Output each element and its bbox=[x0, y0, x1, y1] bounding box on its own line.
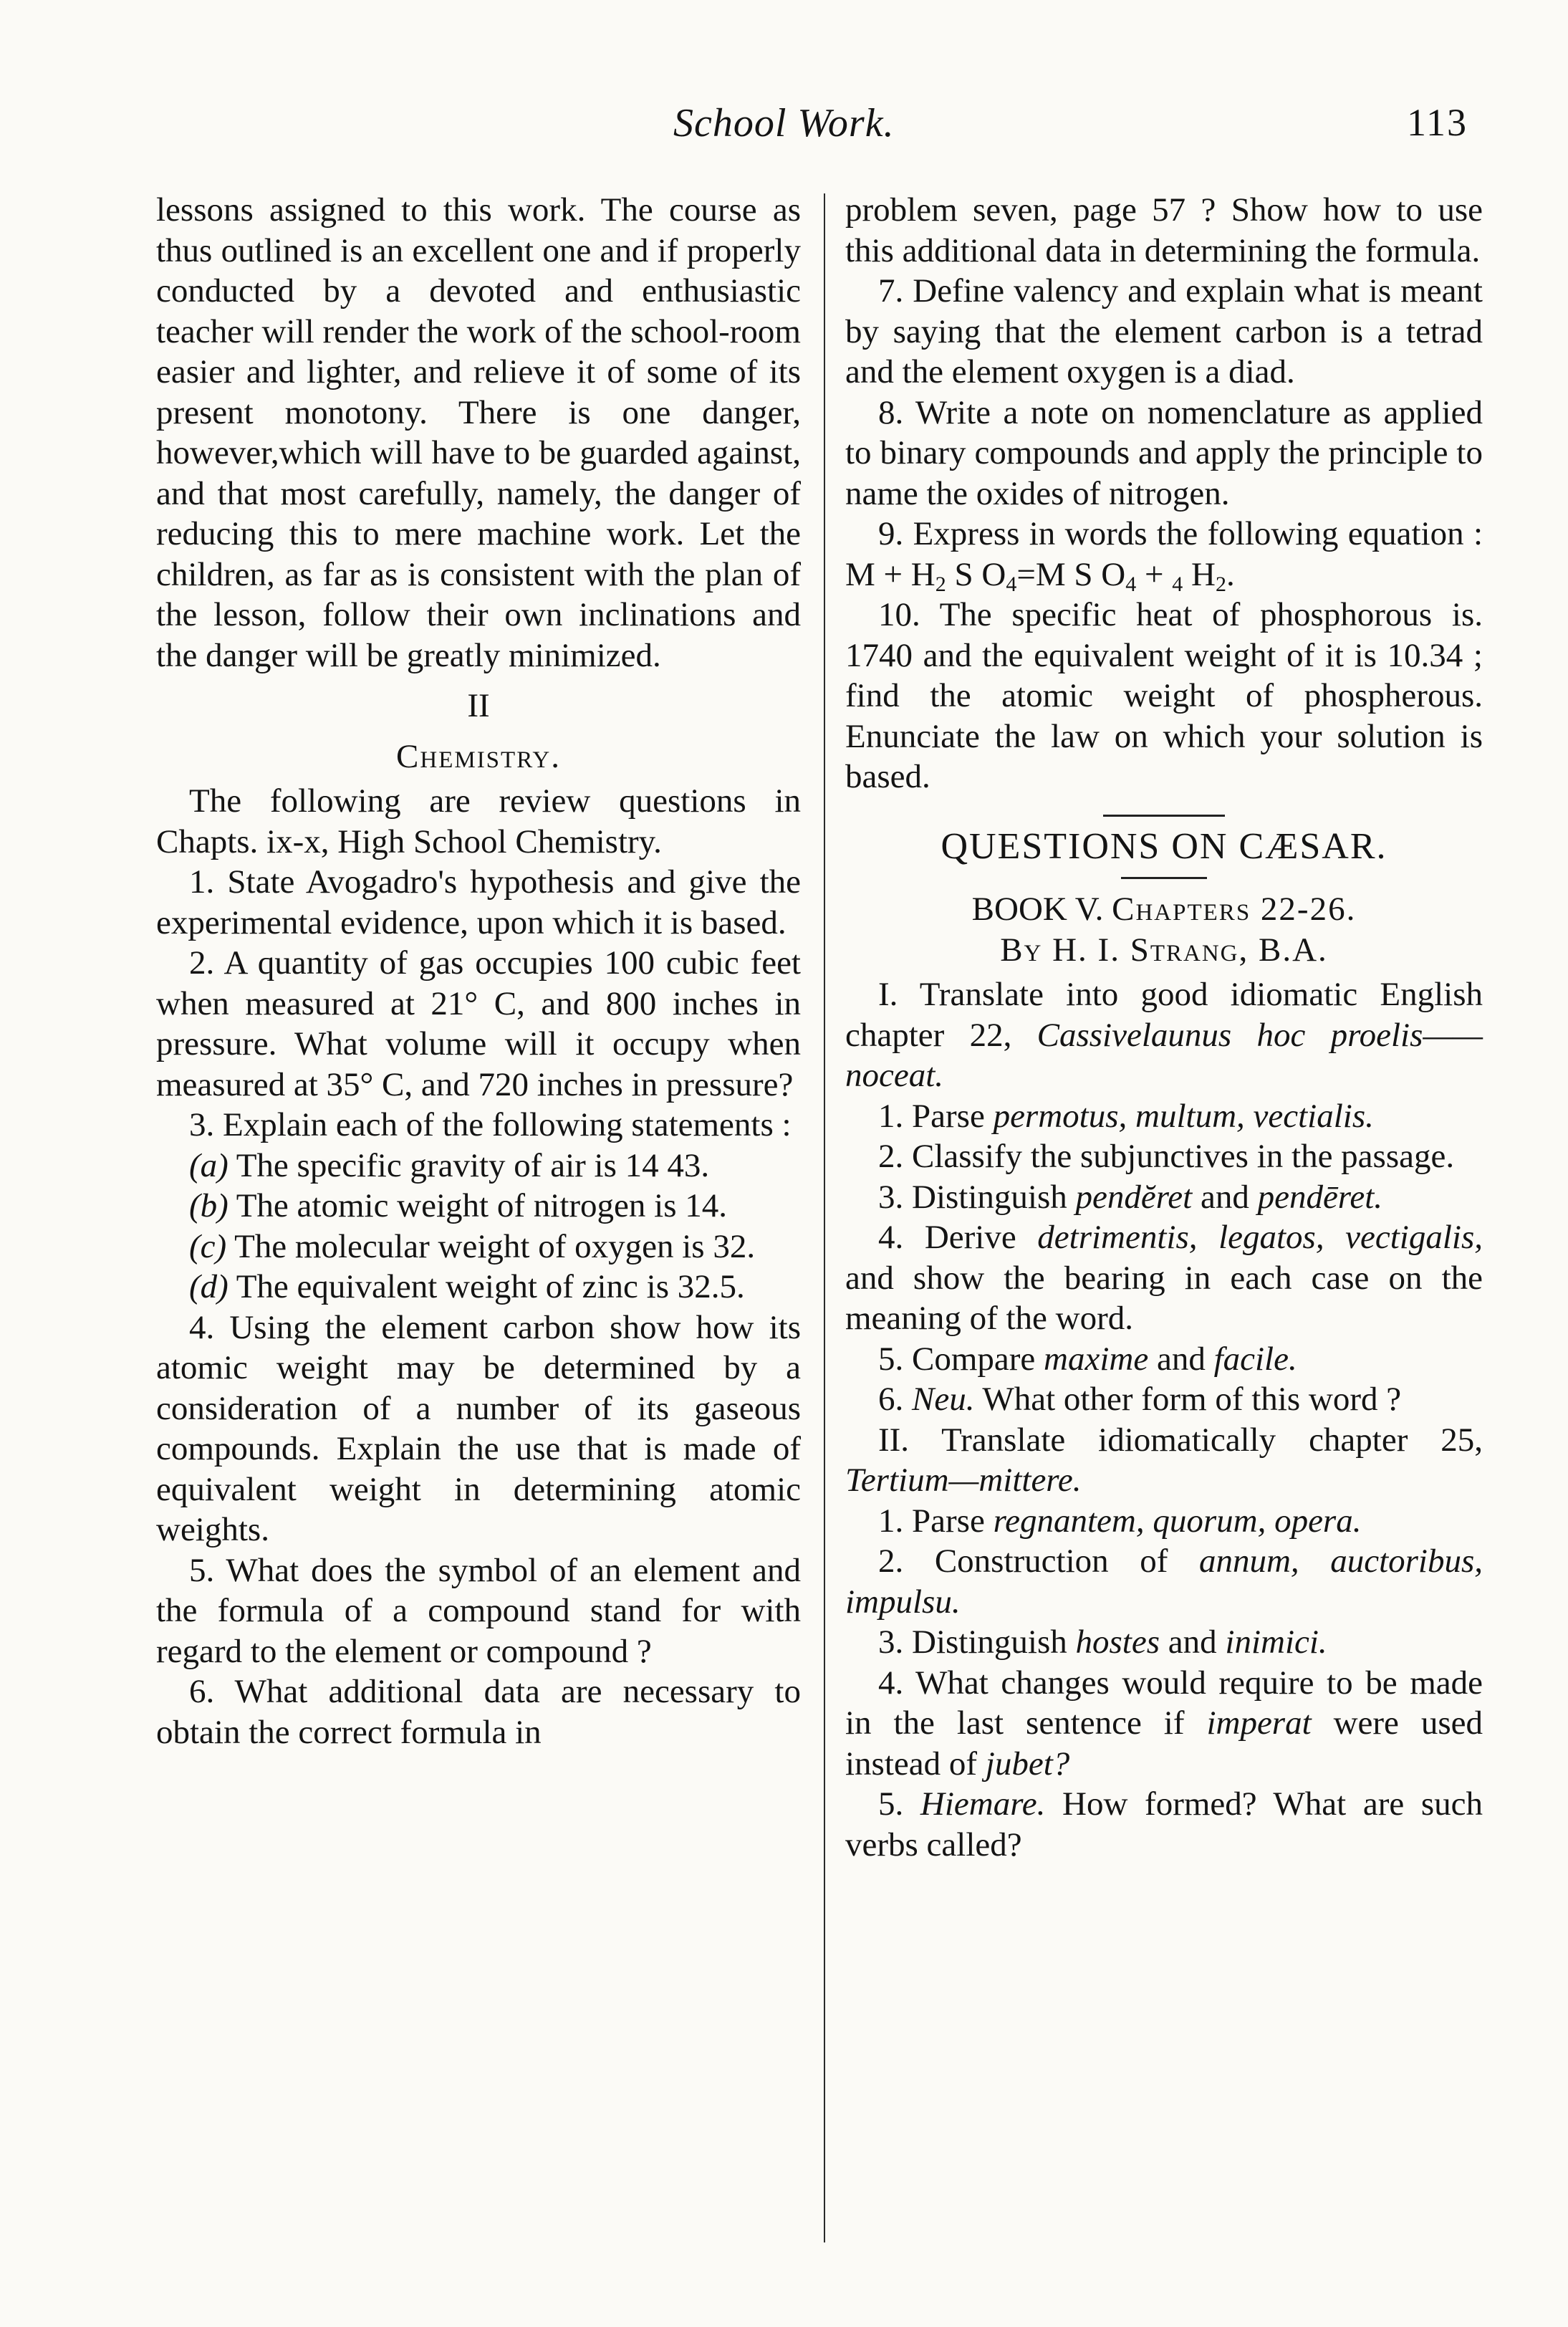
caesar-q4 bbox=[845, 1217, 1483, 1339]
q-italic: detrimentis, legatos, vectigalis, bbox=[1037, 1219, 1483, 1256]
q-text: 4. Derive bbox=[878, 1219, 1016, 1256]
question-6: 6. What additional data are necessary to obtain the correct formula in bbox=[156, 1673, 801, 1751]
q-italic: jubet? bbox=[985, 1745, 1070, 1783]
question-3d bbox=[156, 1267, 801, 1308]
q-text: and show the bearing in each case on the meaning of the word. bbox=[845, 1259, 1483, 1337]
q-text: 3. Distinguish bbox=[878, 1623, 1067, 1661]
eq-subscript: 4 bbox=[1006, 572, 1017, 596]
caesar-q3 bbox=[845, 1177, 1483, 1218]
book-number: BOOK V. bbox=[971, 891, 1104, 928]
question-8: 8. Write a note on nomenclature as applied to binary compounds and apply the principle to name the oxides of nitrogen. bbox=[845, 393, 1483, 512]
caesar-ii-q4 bbox=[845, 1663, 1483, 1785]
caesar-q6 bbox=[845, 1379, 1483, 1420]
eq-subscript: 2 bbox=[935, 572, 946, 596]
caesar-q5 bbox=[845, 1339, 1483, 1380]
running-head bbox=[0, 100, 1568, 158]
q-text: and bbox=[1200, 1178, 1249, 1216]
eq-subscript: 4 bbox=[1172, 572, 1183, 596]
caesar-title: QUESTIONS ON CÆSAR. bbox=[941, 825, 1387, 867]
eq-part: M + H bbox=[845, 555, 935, 593]
eq-subscript: 2 bbox=[1215, 572, 1226, 596]
q-italic: annum, auctoribus, impulsu. bbox=[845, 1542, 1483, 1621]
question-3: 3. Explain each of the following statements : bbox=[189, 1106, 792, 1143]
right-column bbox=[845, 190, 1483, 1865]
question-3a bbox=[156, 1146, 801, 1186]
statement-a: The specific gravity of air is 14 43. bbox=[236, 1146, 710, 1184]
q-text: 4. What changes would require to be made in the last sentence if bbox=[845, 1664, 1483, 1742]
q-text: 5. Compare bbox=[878, 1340, 1036, 1378]
section-ii-passage: Tertium—mittere. bbox=[845, 1462, 1082, 1499]
q-italic: maxime bbox=[1044, 1340, 1149, 1378]
q-text: 1. Parse bbox=[878, 1097, 985, 1135]
section-i-passage: Cassivelaunus hoc proelis——noceat. bbox=[845, 1016, 1483, 1094]
question-7: 7. Define valency and explain what is meant by saying that the element carbon is a tetrad and the element oxygen is a diad. bbox=[845, 272, 1483, 390]
section-i-text: I. Translate into good idiomatic English chapter 22, bbox=[845, 976, 1483, 1054]
running-title: School Work. bbox=[673, 101, 895, 145]
caesar-ii-q3 bbox=[845, 1622, 1483, 1663]
section-rule bbox=[1103, 815, 1225, 817]
page-number: 113 bbox=[1407, 101, 1468, 144]
question-10: 10. The specific heat of phosphorous is. 1740 and the equivalent weight of it is 10.34 ; find the atomic weight of phospherous. Enunciate the law on which your solution is based. bbox=[845, 596, 1483, 795]
q-italic: imperat bbox=[1206, 1704, 1312, 1742]
section-numeral: II bbox=[467, 687, 490, 724]
q-italic: facile. bbox=[1213, 1340, 1297, 1378]
q-italic: inimici. bbox=[1225, 1623, 1327, 1661]
q-italic: permotus, multum, vectialis. bbox=[993, 1097, 1374, 1135]
eq-subscript: 4 bbox=[1125, 572, 1137, 596]
question-1: 1. State Avogadro's hypothesis and give the experimental evidence, upon which it is based. bbox=[156, 863, 801, 941]
q-text: 1. Parse bbox=[878, 1502, 985, 1540]
chapters-range: Chapters 22-26. bbox=[1112, 891, 1357, 928]
q-italic: pendēret. bbox=[1257, 1178, 1383, 1216]
column-divider bbox=[824, 193, 825, 2242]
q9-text: 9. Express in words the following equation : bbox=[878, 515, 1483, 552]
q-italic: hostes bbox=[1075, 1623, 1160, 1661]
statement-d: The equivalent weight of zinc is 32.5. bbox=[236, 1268, 745, 1305]
q-text: and bbox=[1168, 1623, 1217, 1661]
chemistry-intro: The following are review questions in Chapts. ix-x, High School Chemistry. bbox=[156, 782, 801, 860]
q-italic: pendĕret bbox=[1075, 1178, 1193, 1216]
author-line: By H. I. Strang, B.A. bbox=[1000, 931, 1328, 969]
q9-equation bbox=[845, 555, 1235, 596]
caesar-q2: 2. Classify the subjunctives in the passage. bbox=[878, 1138, 1455, 1175]
q-text: What other form of this word ? bbox=[982, 1381, 1402, 1418]
question-2: 2. A quantity of gas occupies 100 cubic feet when measured at 21° C, and 800 inches in pressure. What volume will it occupy when measured at 35° C, and 720 inches in pressure? bbox=[156, 944, 801, 1103]
section-title: Chemistry. bbox=[396, 737, 561, 775]
q-italic: regnantem, quorum, opera. bbox=[993, 1502, 1362, 1540]
book-line bbox=[845, 889, 1483, 930]
q-italic: Neu. bbox=[912, 1381, 975, 1418]
q-text: 6. bbox=[878, 1381, 904, 1418]
question-6-continued: problem seven, page 57 ? Show how to use this additional data in determining the formula. bbox=[845, 191, 1483, 269]
q-text: How formed? What are such verbs called? bbox=[845, 1785, 1483, 1863]
label-a: (a) bbox=[189, 1146, 229, 1184]
statement-b: The atomic weight of nitrogen is 14. bbox=[236, 1187, 727, 1224]
caesar-ii-q1 bbox=[845, 1501, 1483, 1542]
question-9 bbox=[845, 514, 1483, 595]
title-rule bbox=[1121, 877, 1207, 879]
q-text: 5. bbox=[878, 1785, 904, 1823]
q-italic: Hiemare. bbox=[920, 1785, 1046, 1823]
caesar-ii-q5 bbox=[845, 1784, 1483, 1865]
question-3c bbox=[156, 1227, 801, 1267]
q-text: and bbox=[1156, 1340, 1206, 1378]
label-b: (b) bbox=[189, 1187, 229, 1224]
eq-part: + bbox=[1136, 555, 1173, 593]
eq-part: . bbox=[1226, 555, 1235, 593]
section-i bbox=[845, 974, 1483, 1096]
eq-part: =M S O bbox=[1016, 555, 1126, 593]
left-column bbox=[156, 190, 801, 1752]
caesar-ii-q2 bbox=[845, 1541, 1483, 1622]
label-d: (d) bbox=[189, 1268, 229, 1305]
eq-part: S O bbox=[946, 555, 1006, 593]
q-text: were used instead of bbox=[845, 1704, 1483, 1783]
statement-c: The molecular weight of oxygen is 32. bbox=[234, 1227, 756, 1265]
eq-part: H bbox=[1183, 555, 1216, 593]
q-text: 3. Distinguish bbox=[878, 1178, 1067, 1216]
section-ii-text: II. Translate idiomatically chapter 25, bbox=[878, 1421, 1483, 1459]
caesar-q1 bbox=[845, 1096, 1483, 1137]
section-ii bbox=[845, 1420, 1483, 1501]
label-c: (c) bbox=[189, 1227, 227, 1265]
question-3b bbox=[156, 1186, 801, 1227]
intro-paragraph: lessons assigned to this work. The course as thus outlined is an excellent one and if properly conducted by a devoted and enthusiastic teacher will render the work of the school-room easier and lighter, and relieve it of some of its present monotony. There is one danger, however,which will have to be guarded against, and that most carefully, namely, the danger of reducing this to mere machine work. Let the children, as far as is consistent with the plan of the lesson, follow their own inclinations and the danger will be greatly minimized. bbox=[156, 191, 801, 674]
q-text: 2. Construction of bbox=[878, 1542, 1168, 1580]
question-4: 4. Using the element carbon show how its atomic weight may be determined by a consideration of a number of its gaseous compounds. Explain the use that is made of equivalent weight in determining atomic weights. bbox=[156, 1308, 801, 1548]
question-5: 5. What does the symbol of an element and the formula of a compound stand for with regard to the element or compound ? bbox=[156, 1551, 801, 1670]
